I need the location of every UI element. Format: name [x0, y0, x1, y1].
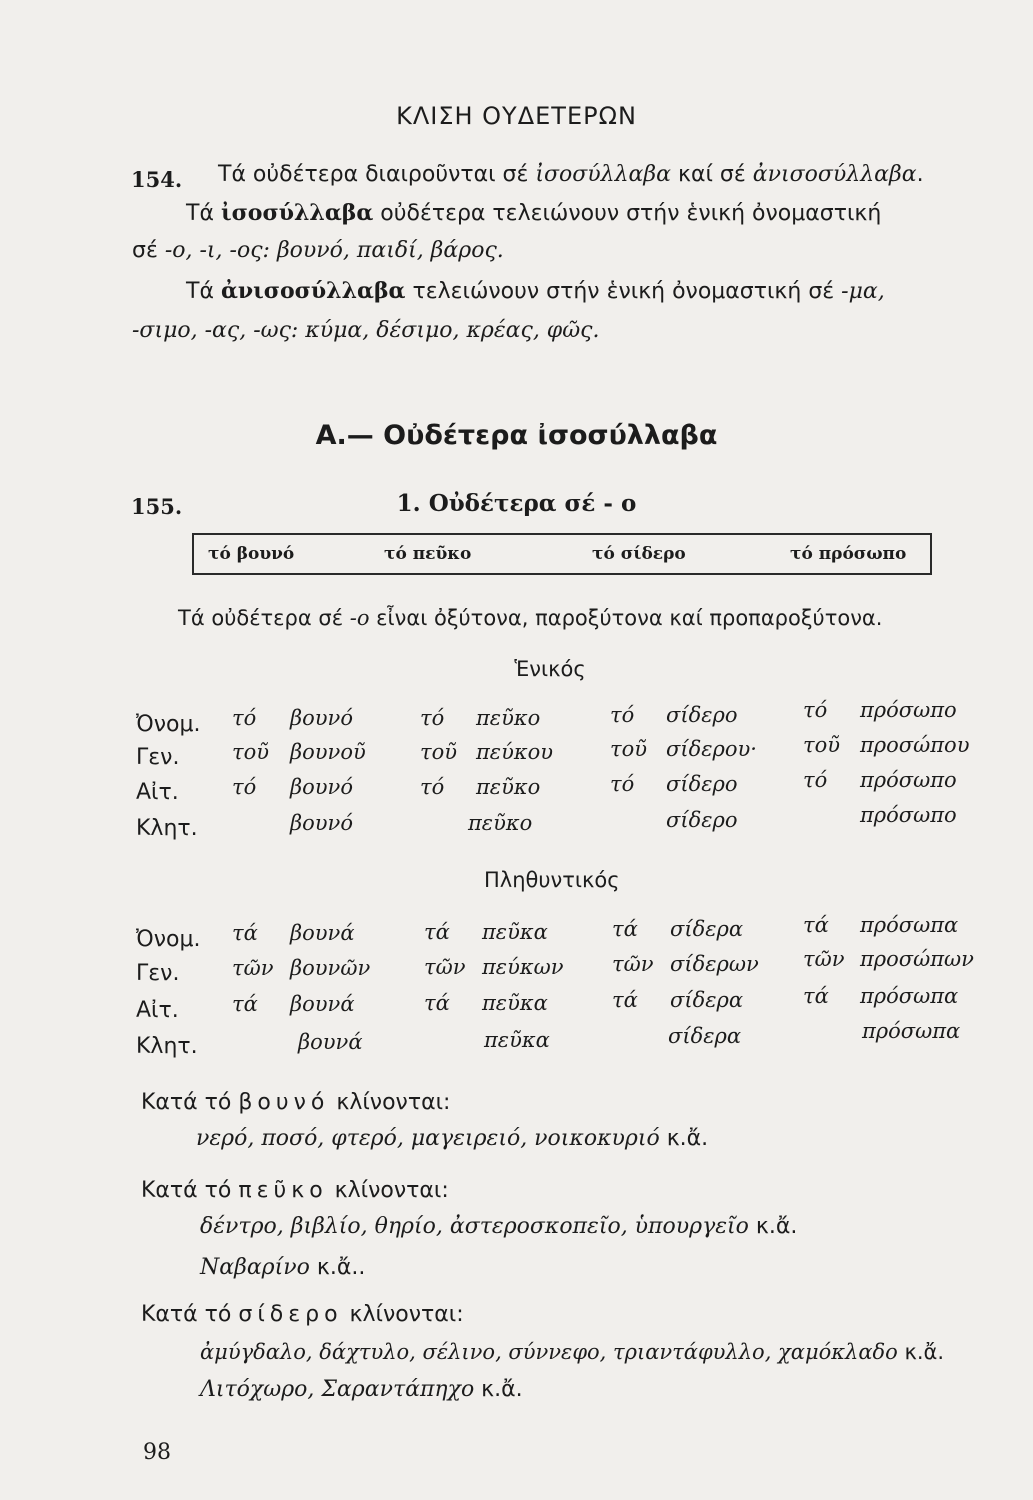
like-vouno-intro: Κατά τό βουνό κλίνονται: — [141, 1090, 451, 1115]
s154-line-1: Τά οὐδέτερα διαιροῦνται σέ ἰσοσύλλαβα καί σέ ἀνισοσύλλαβα. — [218, 162, 924, 187]
s154-line-5: -σιμο, -ας, -ως: κύμα, δέσιμο, κρέας, φῶς. — [132, 318, 600, 343]
box-word: τό πεῦκο — [384, 544, 472, 564]
singular-label: Ἑνικός — [514, 657, 586, 681]
section-number-155: 155. — [131, 494, 183, 519]
like-sidero-intro: Κατά τό σίδερο κλίνονται: — [141, 1302, 464, 1327]
section-number-154: 154. — [131, 167, 183, 192]
like-pefko-list-1: δέντρο, βιβλίο, θηρίο, ἀστεροσκοπεῖο, ὑπουργεῖο κ.ἄ. — [200, 1214, 798, 1239]
page-number: 98 — [143, 1440, 171, 1465]
box-word: τό βουνό — [208, 544, 295, 564]
book-page: ΚΛΙΣΗ ΟΥΔΕΤΕΡΩΝ 154. Τά οὐδέτερα διαιροῦνται σέ ἰσοσύλλαβα καί σέ ἀνισοσύλλαβα. Τά ἰσοσύλλαβα οὐδέτερα τελειώνουν στήν ἑνική ὀνομαστική σέ -ο, -ι, -ος: βουνό, παιδί, βάρος. Τά ἀνισοσύλλαβα τελειώνουν στήν ἑνική ὀνομαστική σέ -μα, -σιμο, -ας, -ως: κύμα, δέσιμο, κρέας, φῶς. Α.— Οὐδέτερα ἰσοσύλλαβα 155. 1. Οὐδέτερα σέ - ο τό βουνό τό πεῦκο τό σίδερο τό πρόσωπο Τά οὐδέτερα σέ -ο εἶναι ὀξύτονα, παροξύτονα καί προπαροξύτονα. Ἑνικός Ὀνομ. τό βουνό τό πεῦκο τό σίδερο τό πρόσωπο Γεν. τοῦ βουνοῦ τοῦ πεύκου τοῦ σίδερου· τοῦ προσώπου Αἰτ. τό βουνό τό πεῦκο τό σίδερο τό πρόσωπο Κλητ. βουνό πεῦκο σίδερο πρόσωπο Πληθυντικός Ὀνομ. τά βουνά τά πεῦκα τά σίδερα τά πρόσωπα Γεν. τῶν βουνῶν τῶν πεύκων τῶν σίδερων τῶν προσώπων Αἰτ. τά βουνά τά πεῦκα τά σίδερα τά πρόσωπα Κλητ. βουνά πεῦκα σίδερα πρόσωπα Κατά τό βουνό κλίνονται: νερό, ποσό, φτερό, μαγειρειό, νοικοκυριό κ.ἄ. Κατά τό πεῦκο κλίνονται: δέντρο, βιβλίο, θηρίο, ἀστεροσκοπεῖο, ὑπουργεῖο κ.ἄ. Ναβαρίνο κ.ἄ.. Κατά τό σίδερο κλίνονται: ἀμύγδαλο, δάχτυλο, σέλινο, σύννεφο, τριαντάφυλλο, χαμόκλαδο κ.ἄ. Λιτόχωρο, Σαραντάπηχο κ.ἄ. 98 — [0, 0, 1033, 1500]
plural-label: Πληθυντικός — [484, 868, 620, 892]
s154-line-4: Τά ἀνισοσύλλαβα τελειώνουν στήν ἑνική ὀνομαστική σέ -μα, — [186, 278, 885, 304]
running-header: ΚΛΙΣΗ ΟΥΔΕΤΕΡΩΝ — [396, 102, 637, 130]
like-sidero-list-2: Λιτόχωρο, Σαραντάπηχο κ.ἄ. — [200, 1377, 523, 1402]
subheading-neuters-o: 1. Οὐδέτερα σέ - ο — [396, 490, 637, 517]
like-vouno-list: νερό, ποσό, φτερό, μαγειρειό, νοικοκυριό κ.ἄ. — [196, 1126, 709, 1151]
s154-line-2: Τά ἰσοσύλλαβα οὐδέτερα τελειώνουν στήν ἑνική ὀνομαστική — [186, 200, 882, 226]
like-pefko-intro: Κατά τό πεῦκο κλίνονται: — [141, 1178, 449, 1203]
like-sidero-list-1: ἀμύγδαλο, δάχτυλο, σέλινο, σύννεφο, τριαντάφυλλο, χαμόκλαδο κ.ἄ. — [200, 1340, 945, 1364]
section-heading-a: Α.— Οὐδέτερα ἰσοσύλλαβα — [315, 420, 718, 451]
accent-note: Τά οὐδέτερα σέ -ο εἶναι ὀξύτονα, παροξύτονα καί προπαροξύτονα. — [178, 606, 883, 630]
box-word: τό σίδερο — [592, 544, 686, 564]
box-word: τό πρόσωπο — [790, 544, 907, 564]
example-words-box — [192, 533, 932, 575]
s154-line-3: σέ -ο, -ι, -ος: βουνό, παιδί, βάρος. — [132, 238, 504, 263]
like-pefko-list-2: Ναβαρίνο κ.ἄ.. — [200, 1255, 366, 1280]
